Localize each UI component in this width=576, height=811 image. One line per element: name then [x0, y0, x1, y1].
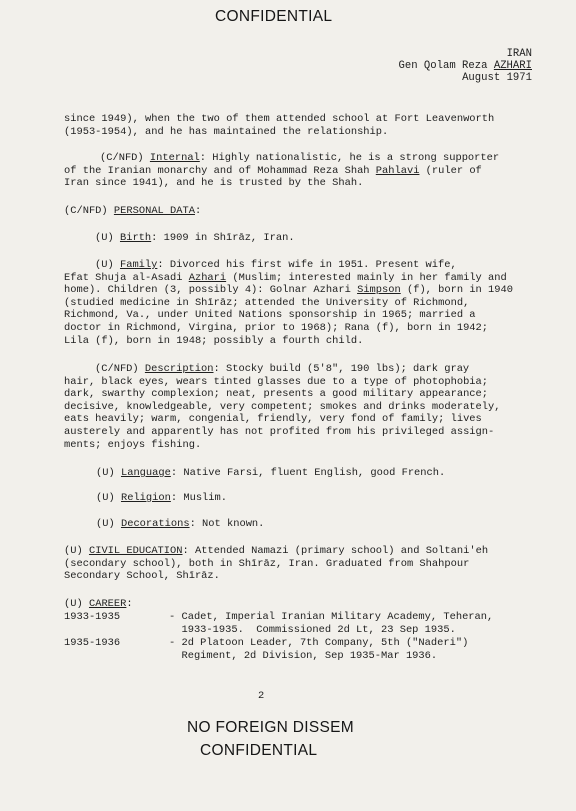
text-line: ments; enjoys fishing.: [64, 438, 202, 451]
section-label-civil-education: CIVIL EDUCATION: [88, 545, 183, 557]
top-classification-marking: CONFIDENTIAL: [215, 8, 333, 25]
religion-text: Muslim.: [183, 492, 227, 504]
text-line: of the Iranian monarchy and of Mohammad Reza Shah: [64, 164, 376, 177]
header-date: August 1971: [462, 72, 532, 84]
text-line: austerely and apparently has not profited from his privileged assign-: [64, 425, 495, 438]
text-line: Iran since 1941), and he is trusted by the Shah.: [64, 177, 364, 190]
label-family: Family: [119, 259, 158, 271]
label-decorations: Decorations: [120, 518, 190, 530]
birth-line: (U) Birth: 1909 in Shīrāz, Iran.: [95, 232, 295, 244]
family-paragraph: (U) Family: Divorced his first wife in 1951. Present wife, Efat Shuja al-Asadi Azhari (Muslim; interested mainly in her family and home). Children (3, possibly 4): Golnar Azhari Simpson (f), born in 1940 (studied medicine in Shīrāz; attended the University of Richmond, Richmond, Va., under United Nations sponsorship in 1965; married a doctor in Richmond, Virgina, prior to 1968); Rana (f), born in 1942; Lila (f), born in 1948; possibly a fourth child.: [64, 259, 513, 347]
religion-line: (U) Religion: Muslim.: [96, 492, 227, 504]
career-dates: 1933-1935: [64, 611, 121, 623]
section-label-career: CAREER: [88, 598, 127, 610]
civil-education-paragraph: (U) CIVIL EDUCATION: Attended Namazi (primary school) and Soltani'eh (secondary school), both in Shīrāz, Iran. Graduated from Shahpour Secondary School, Shīrāz.: [64, 545, 489, 583]
label-description: Description: [144, 363, 214, 375]
text-line: Stocky build (5'8", 190 lbs); dark gray: [225, 363, 470, 375]
text-line: Efat Shuja al-Asadi: [64, 271, 189, 284]
internal-paragraph: (C/NFD) Internal: Highly nationalistic, he is a strong supporter of the Iranian monarchy and of Mohammad Reza Shah Pahlavi (ruler of Iran since 1941), and he is trusted by the Shah.: [64, 152, 500, 190]
class-mark: (U): [64, 545, 83, 557]
class-mark: (U): [95, 232, 114, 244]
header-name-prefix: Gen Qolam Reza: [398, 60, 494, 72]
text-line: - 2d Platoon Leader, 7th Company, 5th ("Naderi"): [169, 637, 469, 649]
text-line: dark, swarthy complexion; neat, presents a good military appearance;: [64, 388, 489, 401]
section-label-internal: Internal: [149, 152, 200, 164]
text-line: since 1949), when the two of them attended school at Fort Leavenworth: [64, 113, 495, 125]
text-line: Richmond, Va., under United Nations sponsorship in 1965; married a: [64, 309, 476, 322]
decorations-text: Not known.: [202, 518, 265, 530]
class-mark: (U): [96, 467, 115, 479]
career-dates: 1935-1936: [64, 637, 121, 649]
label-language: Language: [120, 467, 171, 479]
text-line: (f), born in 1940: [400, 284, 513, 297]
language-line: (U) Language: Native Farsi, fluent English, good French.: [96, 467, 446, 479]
header-country: IRAN: [506, 48, 532, 60]
text-line: doctor in Richmond, Virgina, prior to 1968); Rana (f), born in 1942;: [64, 321, 489, 334]
text-line: (secondary school), both in Shīrāz, Iran. Graduated from Shahpour: [64, 557, 470, 570]
class-mark: (U): [96, 518, 115, 530]
text-line: hair, black eyes, wears tinted glasses due to a type of photophobia;: [64, 375, 489, 388]
name-simpson: Simpson: [357, 284, 401, 297]
text-line: eats heavily; warm, congenial, friendly, very fond of family; lives: [64, 413, 482, 426]
class-mark: (C/NFD): [64, 205, 108, 217]
text-line: Secondary School, Shīrāz.: [64, 570, 220, 583]
class-mark: (C/NFD): [95, 363, 139, 375]
no-foreign-dissem-marking: NO FOREIGN DISSEM: [187, 719, 355, 736]
header-name-surname: AZHARI: [493, 60, 532, 72]
text-line: Lila (f), born in 1948; possibly a fourth child.: [64, 334, 364, 347]
page-number: 2: [258, 690, 265, 702]
description-paragraph: (C/NFD) Description: Stocky build (5'8", 190 lbs); dark gray hair, black eyes, wears tinted glasses due to a type of photophobia; dark, swarthy complexion; neat, presents a good military appearance; decisive, knowledgeable, very competent; smokes and drinks moderately, eats heavily; warm, congenial, friendly, very fond of family; lives austerely and apparently has not profited from his privileged assign- ments; enjoys fishing.: [64, 363, 501, 451]
class-mark: (C/NFD): [100, 152, 144, 164]
name-azhari: Azhari: [188, 271, 227, 284]
birth-text: 1909 in Shīrāz, Iran.: [163, 232, 295, 244]
header-subject: [398, 60, 532, 72]
language-text: Native Farsi, fluent English, good French.: [183, 467, 446, 479]
continuation-paragraph: [64, 113, 494, 138]
text-line: Attended Namazi (primary school) and Soltani'eh: [194, 545, 489, 557]
career-section: (U) CAREER: 1933-1935 - Cadet, Imperial Iranian Military Academy, Teheran, 1933-1935. Commissioned 2d Lt, 23 Sep 1935. 1935-1936 - 2d Platoon Leader, 7th Company, 5th ("Naderi") Regiment, 2d Division, Sep 1935-Mar 1936.: [64, 598, 494, 662]
text-line: Divorced his first wife in 1951. Present wife,: [169, 259, 457, 271]
text-line: - Cadet, Imperial Iranian Military Academy, Teheran,: [169, 611, 494, 623]
name-pahlavi: Pahlavi: [375, 164, 420, 177]
text-line: decisive, knowledgeable, very competent; smokes and drinks moderately,: [64, 400, 501, 413]
decorations-line: (U) Decorations: Not known.: [96, 518, 265, 530]
label-birth: Birth: [119, 232, 152, 244]
class-mark: (U): [95, 259, 114, 271]
text-line: (Muslim; interested mainly in her family and: [226, 271, 507, 284]
document-header: [398, 48, 532, 84]
text-line: home). Children (3, possibly 4): Golnar Azhari: [64, 284, 358, 297]
text-line: 1933-1935. Commissioned 2d Lt, 23 Sep 1935.: [169, 623, 456, 636]
class-mark: (U): [96, 492, 115, 504]
text-line: Regiment, 2d Division, Sep 1935-Mar 1936.: [169, 649, 438, 662]
text-line: Highly nationalistic, he is a strong supporter: [212, 152, 500, 164]
label-religion: Religion: [120, 492, 171, 504]
bottom-classification-marking: CONFIDENTIAL: [200, 742, 318, 759]
personal-data-heading: (C/NFD) PERSONAL DATA:: [64, 205, 202, 217]
class-mark: (U): [64, 598, 83, 610]
text-line: (ruler of: [419, 164, 482, 177]
text-line: (1953-1954), and he has maintained the relationship.: [64, 125, 389, 138]
section-label-personal-data: PERSONAL DATA: [113, 205, 195, 217]
text-line: (studied medicine in Shīrāz; attended the University of Richmond,: [64, 296, 470, 309]
